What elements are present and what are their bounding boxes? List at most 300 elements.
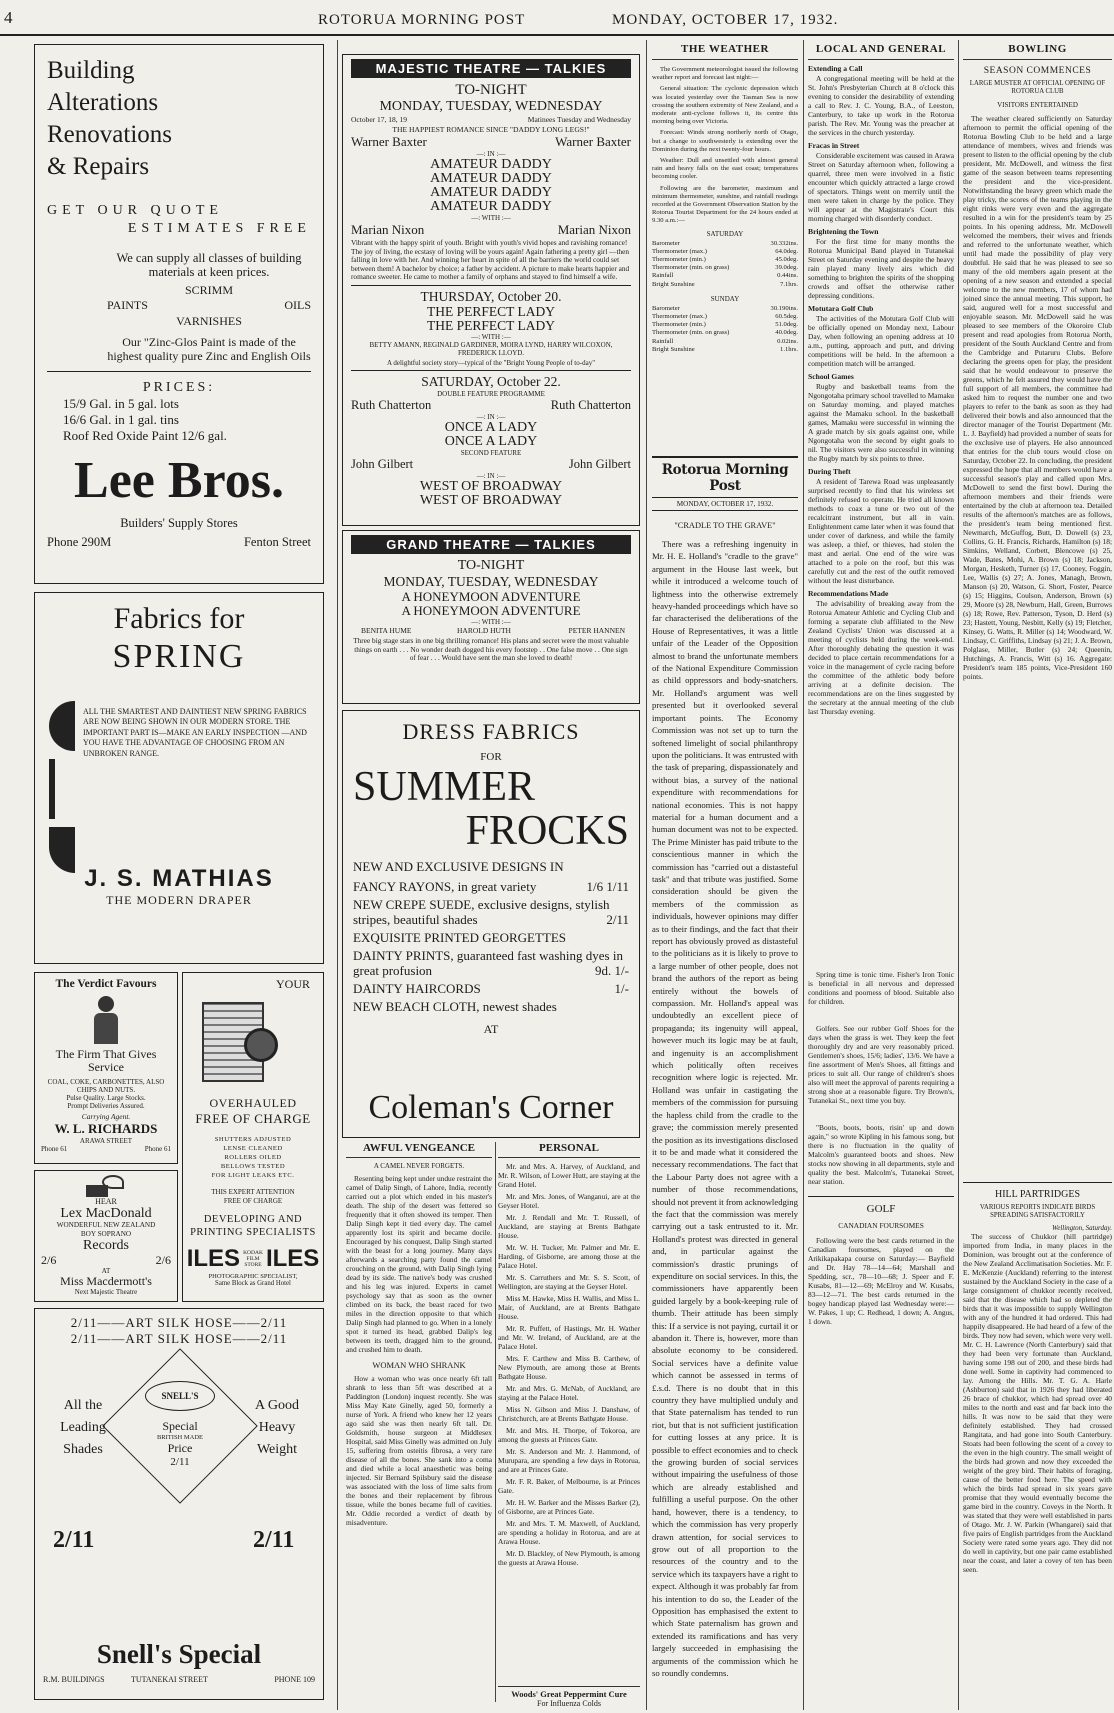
local-text-5: Rugby and basketball teams from the Ngongotaha primary school travelled to Mamaku on Saturday morning, and played matches against the Mamaku school. In the basketball games, Mamaku were successful in winning the A grade match by six goals against one, while Ngongotaha won the second by eight goals to nil. The visitors were also successful in winning the Rugby match by six points to three.: [808, 382, 954, 463]
majestic-days: MONDAY, TUESDAY, WEDNESDAY: [379, 99, 603, 114]
coleman-item-4-price: 9d. 1/-: [595, 963, 629, 978]
weather-intro: The Government meteorologist issued the following weather report and forecast last night:—: [652, 66, 798, 82]
majestic-in-2: —: IN :—: [476, 412, 506, 421]
editorial-body: There was a refreshing ingenuity in Mr. H. E. Holland's "cradle to the grave" argument in the House last week, but while it introduced a welcome touch of lightness into the otherwise extremely heavy-handed proceedings which have so far characterised the deliberations of the House of Representatives, it was a little unfair of the Leader of the Opposition almost to brand the unfortunate members of the National Expenditure Commission as child oppressors and body-snatchers. Mr. Holland's argument was well presented but it overlooked several important points. The Economy Commission was not set up to turn the softened limelight of social philanthropy upon the politicians. It was entrusted with the task of preparing, dispassionately and without bias, a survey of the national expenditure with recommendations for national economies. This is not happy material for a human document and a human document was not to be expected. The Prime Minister has paid tribute to the conscientious manner in which the commission has "carried out a distasteful task" and that tribute was justified. Some consideration should be given the members of the commission as individuals, however opinions may differ as to their findings, and the fact that their report has obviously proved as distasteful to the politicians as it is likely to prove to a large number of other people, does not brand the authors of the report as being entirely without the bowels of compassion. Mr. Holland's appeal was undoubtedly an excellent piece of propaganda; its ingenuity will appeal, however much its logic may be at fault, and ingenuity is an accomplishment which politically often receives recognition where logic is rejected. Mr. Holland was unfair in castigating the members of the commission for pursuing the hapless child from the cradle to the grave; the commission merely presented the position as its investigations disclosed it to be and made what it considered the necessary recommendations. The fact that the Labour Party does not agree with a number of those recommendations, should not prevent it from acknowledging the fact that the commission was merely carrying out a task entrusted to it. Mr. Holland's protest was directed in general and, in particular against the commission's drastic prunings of expenditure on social services. In this, the commissioners have apparently been guided largely by a book-keeping rule of thumb. Their attitude has been simply this: If a service is not paying, curtail it or abandon it. There is, however, more than absolute economy to be considered. Social services have a definite value which cannot be assessed in terms of £.s.d. There is no doubt that in this country they have multiplied unduly and that State paternalism has tended to run riot, but that is not sufficient justification for cutting losses at any price. It is possible to effect economies and to check the growing burden of social services without impairing the usefulness of those which are already established and fulfilling a useful purpose. On the other hand, however, there is a tendency, to which the commission has very properly drawn attention, for social services to grow out of all proportion to the resources of the country and to the service which its taxpayers have a right to expect. Although it was probably far from his intention to do so, the Leader of the Opposition has emphasised the extent to which State paternalism has grown and extended its ramifications and has very largely succeeded in emphasising the arguments of the commission which he so roundly condemns.: [652, 539, 798, 1678]
iles-your: YOUR: [275, 977, 310, 991]
majestic-rc-row: [351, 398, 631, 413]
vengeance-article: [346, 1142, 492, 1702]
coleman-item-2: [353, 897, 629, 927]
iles-block: Same Block as Grand Hotel: [215, 1280, 291, 1287]
weather-row-value: 64.0deg.: [775, 247, 798, 255]
majestic-rc-r: Ruth Chatterton: [550, 397, 631, 412]
grand-film-1: A HONEYMOON ADVENTURE: [401, 589, 581, 604]
snells-footer-name: Snell's Special: [96, 1639, 262, 1669]
iles-free: FREE OF CHARGE: [195, 1111, 311, 1126]
personal-item: Mr. D. Blackley, of New Plymouth, is among the guests at Arawa House.: [498, 1549, 640, 1567]
majestic-happiest: THE HAPPIEST ROMANCE SINCE "DADDY LONG LEGS!": [392, 125, 590, 134]
weather-row: [652, 321, 798, 329]
majestic-matinees: Matinees Tuesday and Wednesday: [527, 115, 631, 124]
majestic-double: DOUBLE FEATURE PROGRAMME: [437, 389, 545, 398]
majestic-west-1: WEST OF BROADWAY: [419, 478, 563, 494]
iles-developing: DEVELOPING AND PRINTING SPECIALISTS: [190, 1214, 316, 1238]
lee-paints: PAINTS: [107, 298, 148, 312]
richards-name: W. L. RICHARDS: [54, 1121, 158, 1136]
weather-row-value: 0.02ins.: [777, 337, 798, 345]
weather-forecast: Forecast: Winds strong northerly north of Otago, but a change to southwesterly is extending over the Dominion during the next twenty-four hours.: [652, 129, 798, 153]
lee-quote: GET OUR QUOTE: [47, 203, 223, 218]
weather-row-value: 0.44ins.: [777, 272, 798, 280]
local-text-1: A congregational meeting will be held at the St. John's Presbyterian Church at 8 o'clock this evening to consider the desirability of extending a call to Rev. J. C. Young, B.A., of Leeston, Canterbury, to take up work in the Rotorua parish. The Rev. Mr. Young was the preacher at the services in the church yesterday.: [808, 74, 954, 137]
lee-bros-lines: [47, 55, 311, 185]
lexmac-records: Records: [83, 1238, 129, 1253]
weather-row-label: Thermometer (max.): [652, 313, 707, 321]
local-text-4: The activities of the Motutara Golf Club will be officially opened on Monday next, Labour Day, when following an opening address at 10 a.m., putting, approach and putt, and driving competitions will be held. In the afternoon a competition match will be arranged.: [808, 314, 954, 368]
lexmac-price-l: 2/6: [41, 1253, 57, 1267]
lee-oils: OILS: [284, 298, 311, 312]
majestic-dates: October 17, 18, 19: [351, 115, 408, 124]
majestic-co-l: Marian Nixon: [351, 222, 425, 237]
golf-body: Following were the best cards returned in the Canadian foursomes, played on the Arikikapakapa course on Saturday:— Bayfield and Dr. Hay 78—14—64; Marshall and Spedding, scr., 78—10—68; J. Speer and F. Kusabs, 81—12—69; McElroy and W. Kusabs, 83—12—71. The best cards returned in the bogey handicap played last Wednesday were:—W. Pakes, 1 up; C. Redhead, 1 down; A. Angus, 1 down.: [808, 1236, 954, 1326]
snells-special: Special: [162, 1419, 198, 1433]
lexmac-desc: WONDERFUL NEW ZEALAND BOY SOPRANO: [56, 1221, 156, 1238]
majestic-in-3: —: IN :—: [476, 471, 506, 480]
local-head-6: During Theft: [808, 467, 851, 476]
bowling-column: [963, 40, 1112, 1706]
weather-row-value: 45.0deg.: [775, 256, 798, 264]
woods-sub: For Influenza Colds: [537, 1699, 601, 1708]
weather-title: THE WEATHER: [652, 40, 798, 60]
majestic-jg-row: [351, 457, 631, 472]
weather-row-label: Thermometer (max.): [652, 247, 707, 255]
golf-rule: [808, 1196, 954, 1197]
lee-line-1: Building: [47, 57, 135, 84]
weather-row-label: Barometer: [652, 239, 680, 247]
coleman-summer: SUMMER: [353, 764, 536, 810]
lexmac-at: AT: [101, 1267, 111, 1275]
iles-logo-row: [188, 1245, 318, 1273]
snells-left: [49, 1395, 117, 1461]
weather-weather: Weather: Dull and unsettled with almost general rain and heavy falls on the east coast; temperatures becoming cooler.: [652, 157, 798, 181]
coleman-items: [353, 879, 629, 1014]
coleman-item-1-price: 1/6 1/11: [586, 879, 629, 894]
snells-leading: Leading: [60, 1420, 106, 1435]
majestic-in-1: —: IN :—: [476, 150, 506, 158]
lexmac-price-r: 2/6: [155, 1253, 171, 1267]
coleman-item-2-price: 2/11: [606, 912, 629, 927]
coleman-item-4-text: DAINTY PRINTS, guaranteed fast washing dyes in great profusion: [353, 948, 623, 978]
woods-ad: Woods' Great Peppermint Cure: [498, 1686, 640, 1699]
grand-ad: [342, 530, 640, 704]
weather-row: [652, 264, 798, 272]
local-text-3: For the first time for many months the Rotorua Municipal Band played in Tutanekai Street on Saturday evening and despite the heavy rain played many lively airs which did something to brighten the spirits of the shopping crowds and offset the otherwise rather depressing conditions.: [808, 237, 954, 300]
majestic-blurb: Vibrant with the happy spirit of youth. Bright with youth's vivid hopes and ravishing romance! The joy of living, the ecstasy of loving will be yours again! Again fathering a pretty girl —then falling in love with her. And winning her heart in spite of all the barriers the world could set between them! A bachelor by choice; a father by accident. A picture to make hearts happier and romance sweeter. He came to mother a family of orphans and stayed to find himself a wife.: [351, 238, 630, 282]
weather-row: [652, 272, 798, 280]
iles-photo: PHOTOGRAPHIC SPECIALIST,: [208, 1273, 298, 1280]
page-date: MONDAY, OCTOBER 17, 1932.: [612, 12, 839, 28]
lee-price-1: 15/9 Gal. in 5 gal. lots: [63, 396, 179, 411]
richards-goods: COAL, COKE, CARBONETTES, ALSO CHIPS AND NUTS.: [47, 1078, 165, 1094]
weather-row-label: Thermometer (min. on grass): [652, 264, 730, 272]
snells-center: [139, 1381, 221, 1468]
lee-street: Fenton Street: [243, 535, 311, 549]
mathias-ad: [34, 592, 324, 964]
weather-row: [652, 313, 798, 321]
lexmac-name: Lex MacDonald: [60, 1206, 152, 1221]
coleman-name: Coleman's Corner: [368, 1089, 614, 1126]
hp-title: HILL PARTRIDGES: [994, 1189, 1081, 1200]
lee-scrimm: SCRIMM: [184, 283, 234, 297]
coleman-item-2-text: NEW CREPE SUEDE, exclusive designs, stylish stripes, beautiful shades: [353, 897, 610, 927]
vengeance-body: Resenting being kept under undue restraint the camel of Dalip Singh, of Lahore, India, recently carried out a plot which ended in his master's death. The ship of the desert was fettered so frequently that it often showed its temper. Then Dalip Singh kept it tied every day. The camel apparently lost its spirit and became docile. Encouraged by his conquest, Dalip Singh started with the beast for a long journey. Many days afterwards a searching party found the camel crouching on the ground, with Dalip Singh lying dead by its side. The native's body was crushed and his leg was injured. Experts in camel psychology say that as soon as the owner climbed on its back, the beast raced for two miles in the direction opposite to that which Dalip Singh had planned to go. When in a lonely spot it turned its head, grabbed Dalip's leg between its teeth, dragged him to the ground, and crushed him to death.: [346, 1174, 492, 1354]
majestic-ad: [342, 54, 640, 526]
lee-line-2: Alterations: [47, 89, 159, 116]
coleman-at: AT: [483, 1022, 499, 1036]
lee-phone: Phone 290M: [47, 535, 112, 549]
richards-phones: [41, 1145, 171, 1154]
majestic-co-r: Marian Nixon: [557, 222, 631, 237]
coleman-item-3: [353, 930, 629, 945]
editorial-date-rule: [652, 510, 798, 511]
snells-good: A Good: [255, 1398, 299, 1413]
golf-sub: CANADIAN FOURSOMES: [838, 1221, 924, 1230]
bowling-title: BOWLING: [963, 40, 1112, 60]
grand-blurb: Three big stage stars in one big thrilling romance! His plans and secret were the most valuable things on earth . . . No wonder death dogged his every footstep . . One false move . . One sign of fear . . . Would have sent the man she loved to death!: [353, 636, 629, 663]
coleman-item-1: [353, 879, 629, 894]
hp-wellington: Wellington, Saturday.: [1052, 1224, 1112, 1232]
bowling-body: The weather cleared sufficiently on Saturday afternoon to permit the official opening of the Rotorua Bowling Club to be held and a large attendance of members, wives and friends was present to listen to the official opening by the club president, Mr. McDowell, and witness the first game of the season between teams representing the president and the vice-president. Notwithstanding the heavy green which made the play tricky, the scores of the teams playing in the eight rinks were very even and the aggregate resulted in a win for the president's team by 25 points. In his opening address, Mr. McDowell welcomed the members, their wives and friends and referred to the unfortunate weather, which until had made the possibility of play very doubtful. He said that he was pleased to see so many of the old members again present at the opening of a new season and extended a special welcome to the new members, 17 of whom had joined since the annual meeting. This support, he said, augured well for a most successful and enjoyable season. Mr. McDowell said he was pleased to see members of the Okoroire Club present and read apologies from Rotorua North, president of the South Auckland Centre and from the Cambridge and Putaruru Clubs. Before declaring the greens open for play, the president said that he would endeavour to preserve the greens, which he felt assured they would have the full support of all members, the committee had asked him to request the number one and two players to refer to the bank as soon as they had delivered their bowls and also announced that the director manager of the Tourist Department (Mr. L. J. Bayfield) had provided a number of seats for the exclusive use of players. He also announced that entries for the club tours would close on Saturday, October 22. In concluding, the president expressed the hope that all members would have a successful season's play and called upon Mrs. McDowell to send the first bowl. During the afternoon members and their friends were entertained by the club at afternoon tea. Detailed results of the afternoon's matches are as follows, the president's team being mentioned first. Newmarch, McGuffog, Butt, D. Dowell (s) 23, Collins, G. H. Francis, Richards, Hamilton (s) 18; Simkins, Welland, Corbett, Blencowe (s) 25, Wade, Bates, Mohi, A. Brown (s) 18; Jackson, Morgan, Hesketh, Turner (s) 17, Cooney, Foggin, Lee, Wallis (s) 27; A. Jones, Managh, Brown, Manson (s) 20, Watson, G. Short, Foster, Pearce (s) 15; Higgins, Coulson, Anderson, Brown (s) 29, Moore (s) 28, Newburn, Hall, Green, Burrows (s) 18; Rowe, Rev. Patterson, Tyson, D. Herd (s) 23; Hastett, Young, Nesbitt, Kelly (s) 19; Fletcher, Kinsey, G. Watts, R. Miller (s) 14; Woodward, W. Lindsay, C. Griffiths, Lindsay (s) 21; J. A. Brown, Polglase, Miller, Butler (s) 24; Queenin, Hutchings, A. Francis, Witt (s) 16. Aggregate: President's team 185 points, Vice-President 160 points.: [963, 114, 1112, 681]
lexmac-shop: Miss Macdermott's: [60, 1274, 152, 1288]
snells-british: BRITISH MADE: [156, 1434, 204, 1441]
personal-items: [498, 1162, 640, 1686]
lee-price-3: Roof Red Oxide Paint 12/6 gal.: [63, 428, 227, 443]
hp-sub: VARIOUS REPORTS INDICATE BIRDS SPREADING SATISFACTORILY: [979, 1204, 1096, 1219]
majestic-sat: SATURDAY, October 22.: [421, 373, 561, 389]
coleman-ad: [342, 710, 640, 1138]
lexmac-hear: HEAR: [95, 1197, 117, 1206]
snells-big-r: 2/11: [253, 1527, 295, 1553]
lee-paints-row: [47, 298, 311, 314]
snells-shades: Shades: [63, 1442, 103, 1457]
snells-weight: Weight: [256, 1442, 298, 1457]
majestic-once-2: ONCE A LADY: [444, 433, 538, 449]
majestic-tonight: TO-NIGHT: [455, 82, 527, 98]
local-head-4: Motutara Golf Club: [808, 304, 874, 313]
coleman-item-6: [353, 999, 629, 1014]
editorial-title: "CRADLE TO THE GRAVE": [674, 521, 776, 530]
weather-row-label: Barometer: [652, 304, 680, 312]
weather-row-label: Bright Sunshine: [652, 280, 695, 288]
personal-item: Mr. and Mrs. Jones, of Wanganui, are at the Geyser Hotel.: [498, 1192, 640, 1210]
snells-heavy: Heavy: [258, 1420, 296, 1435]
weather-row-value: 40.0deg.: [775, 329, 798, 337]
coleman-item-5-text: DAINTY HAIRCORDS: [353, 981, 481, 996]
page-number: 4: [4, 8, 14, 27]
personal-item: Mr. R. Puffett, of Hastings, Mr. H. Wather and Mr. W. Ireland, of Auckland, are at the Palace Hotel.: [498, 1324, 640, 1351]
grand-cast-1: BENITA HUME: [361, 626, 412, 635]
richards-prompt: Prompt Deliveries Assured.: [67, 1102, 145, 1110]
personal-item: Mr. S. Carruthers and Mr. S. S. Scott, of Wellington, are staying at the Geyser Hotel.: [498, 1273, 640, 1291]
majestic-rc-l: Ruth Chatterton: [351, 397, 432, 412]
local-column: [808, 40, 954, 1706]
page-header: [0, 0, 1114, 34]
mathias-title-1: Fabrics for: [113, 602, 245, 635]
weather-row-value: 30.190ins.: [770, 304, 798, 312]
weather-row-value: 30.332ins.: [770, 239, 798, 247]
local-ad-2: Golfers. See our rubber Golf Shoes for the days when the grass is wet. They keep the feet thoroughly dry and are very reasonably priced. Gentlemen's shoes, 15/6; ladies', 13/6. We have a fine assortment of Men's Shoes, all fittings and prices to suit all. Our range of children's shoes also will meet the approval of parents requiring a strong shoe at a reasonable figure. Try Brown's, Tutanekai St., next time you buy.: [808, 1024, 954, 1105]
local-text-6: A resident of Tarewa Road was unpleasantly surprised recently to find that his wireless set definitely refused to operate. He tried all known methods to coax a tune or two out of the recalcitrant instrument, but all in vain. Enlightenment came later when it was found that under cover of darkness, and while the family was asleep, a thief, or thieves, had stolen the mast and aerial. One end of the wire was attached to a pole on the roof, but this was carefully cut and the rest of the outfit removed without the least disturbance.: [808, 477, 954, 585]
snells-hose-2: 2/11——ART SILK HOSE——2/11: [70, 1331, 288, 1346]
weather-sat-table: [652, 240, 798, 289]
snells-price-word: Price: [167, 1441, 193, 1455]
lee-contact-row: [47, 535, 311, 551]
grand-with: —: WITH :—: [471, 618, 511, 626]
editorial-top-rule: [652, 456, 798, 458]
majestic-thu: THURSDAY, October 20.: [420, 288, 562, 304]
col-rule-3: [803, 40, 804, 1710]
weather-row-label: Thermometer (min.): [652, 256, 706, 264]
majestic-star-r: Warner Baxter: [555, 134, 631, 149]
majestic-banner: MAJESTIC THEATRE — TALKIES: [351, 59, 631, 78]
weather-sun-table: [652, 305, 798, 354]
personal-title: PERSONAL: [498, 1142, 640, 1158]
snells-phone: PHONE 109: [274, 1675, 315, 1684]
lee-bros-ad: [34, 44, 324, 584]
richards-ad: [34, 972, 178, 1164]
local-items: [808, 64, 954, 944]
mathias-title-2: SPRING: [112, 638, 246, 675]
camera-icon: [202, 998, 280, 1088]
hp-body: The success of Chukkor (hill partridge) imported from India, in many places in the Dominion, was brought out at the conference of the New Zealand Acclimatisation Societies. Mr. F. E. McKenzie (Auckland) referring to the interest sustained by the Auckland Society in the case of a large consignment of chukkor recently received, said that the disease which had so depleted the birds that it was impossible to supply Wellington with any of the hundred it had ordered. This had happily disappeared. He had heard of a few of the birds. They now had seven, which were very well. Mr. C. H. Lawrence (North Canterbury) said that they had been very fortunate than Auckland, having some 198 out of 200, and these birds had done well. Some in captivity had commenced to lay. Among the Hills. Mr. T. G. A. Harle (Ashburton) said that in 1926 they had liberated 26 brace of chukkor, which had spread over 40 miles to the north and east and far back into the hills. It was now to be said that they were definitely established. They had crossed Rangitata, and had gone into South Canterbury. Stoats had been following the scent of a covey to the even in the high country. The small weight of the birds had grown and now they exceeded the weight of the grey bird. Their habits of foraging, cause of the better food here. The speed with which the birds had spread in six years gave promise that they would eventually become the game bird in the country. Coveys in the North. It was stated that they were well established in parts of Otago. Mr. J. W. Parkin (Whangarei) said that five pairs of English partridges from the Auckland Society were rated some years ago. They did not do well in captivity, but one pair came established near the coast, and later a covey of ten has been seen.: [963, 1232, 1112, 1574]
richards-phone-r: Phone 61: [144, 1145, 171, 1153]
grand-days: MONDAY, TUESDAY, WEDNESDAY: [383, 574, 599, 589]
weather-row-label: Thermometer (min.): [652, 321, 706, 329]
personal-item: Mr. F. R. Baker, of Melbourne, is at Princes Gate.: [498, 1477, 640, 1495]
personal-item: Mrs. F. Carthew and Miss B. Carthew, of New Plymouth, are among those at Brents Bathgate House.: [498, 1354, 640, 1381]
lee-varnishes: VARNISHES: [176, 314, 242, 328]
bowling-season: SEASON COMMENCES: [983, 66, 1092, 76]
majestic-film-4: AMATEUR DADDY: [430, 199, 552, 214]
personal-item: Mr. and Mrs. T. M. Maxwell, of Auckland, are spending a holiday in Rotorua, and are at Arawa House.: [498, 1519, 640, 1546]
coleman-item-5-price: 1/-: [614, 981, 629, 996]
lexmac-prices: [41, 1253, 171, 1267]
richards-verdict: The Verdict Favours: [55, 978, 157, 990]
mathias-graphic: [49, 701, 75, 871]
richards-phone-l: Phone 61: [41, 1145, 68, 1153]
coleman-for: FOR: [480, 751, 502, 763]
local-text-7: The advisability of breaking away from the Rotorua Amateur Athletic and Cycling Club and forming a separate club affiliated to the New Zealand Cyclists' Union was discussed at a meeting of cyclists held during the week-end. After thoroughly debating the question it was decided to place certain recommendations for a voice in the management of cycle racing before the committee of the athletic body before arriving at a definite decision. The recommendations are on the lines suggested by the secretary at the annual meeting of the club last Thursday evening.: [808, 599, 954, 716]
majestic-cast-2: BETTY AMANN, REGINALD GARDINER, MOIRA LYND, HARRY WILCOXON, FREDERICK LLOYD.: [369, 340, 613, 357]
weather-row-label: Rainfall: [652, 337, 674, 345]
col-rule-v: [495, 1142, 496, 1702]
local-head-3: Brightening the Town: [808, 227, 879, 236]
weather-row-value: 51.0deg.: [775, 321, 798, 329]
weather-row: [652, 338, 798, 346]
local-title: LOCAL AND GENERAL: [808, 40, 954, 60]
lexmac-ad: [34, 1170, 178, 1302]
majestic-star-row: [351, 134, 631, 150]
weather-row-value: 39.0deg.: [775, 264, 798, 272]
personal-item: Mr. S. Anderson and Mr. J. Hammond, of Murupara, are spending a few days in Rotorua, and are at Princes Gate.: [498, 1447, 640, 1474]
majestic-jg-r: John Gilbert: [568, 456, 631, 471]
majestic-lady-2: THE PERFECT LADY: [426, 317, 555, 333]
mathias-tag: THE MODERN DRAPER: [106, 893, 252, 907]
vengeance-sub: A CAMEL NEVER FORGETS.: [373, 1162, 465, 1170]
majestic-with-2: —: WITH :—: [471, 332, 511, 341]
weather-row: [652, 248, 798, 256]
lee-prices-title: PRICES:: [142, 380, 216, 395]
paper-title: ROTORUA MORNING POST: [318, 12, 526, 28]
weather-row: [652, 240, 798, 248]
iles-overhauled: OVERHAULED: [209, 1096, 297, 1110]
col-rule-4: [958, 40, 959, 1710]
personal-column: [498, 1142, 640, 1708]
majestic-west-2: WEST OF BROADWAY: [419, 492, 563, 508]
snells-price: 2/11: [170, 1456, 190, 1468]
weather-sunday: SUNDAY: [710, 294, 740, 303]
majestic-film-2: AMATEUR DADDY: [430, 171, 552, 186]
iles-logo-r: ILES: [265, 1245, 320, 1272]
personal-item: Mr. J. Rendall and Mr. T. Russell, of Auckland, are staying at Brents Bathgate House.: [498, 1213, 640, 1240]
editorial-mast-rule: [652, 497, 798, 498]
weather-column: [652, 40, 798, 450]
richards-quality: Pulse Quality. Large Stocks.: [66, 1094, 146, 1102]
coleman-frocks: FROCKS: [465, 808, 629, 854]
header-rule: [0, 34, 1114, 36]
coleman-dress: DRESS FABRICS: [402, 719, 580, 744]
mathias-body: ALL THE SMARTEST AND DAINTIEST NEW SPRING FABRICS ARE NOW BEING SHOWN IN OUR MODERN STORE. THE IMPORTANT PART IS—MAKE AN EARLY INSPECTION —AND YOU HAVE THE ADVANTAGE OF CHOOSING FROM AN UNBROKEN RANGE.: [83, 707, 307, 758]
coleman-item-1-text: FANCY RAYONS, in great variety: [353, 879, 537, 894]
shrank-title: WOMAN WHO SHRANK: [372, 1360, 466, 1370]
majestic-film-3: AMATEUR DADDY: [430, 185, 552, 200]
weather-row-label: Thermometer (min. on grass): [652, 329, 730, 337]
richards-fig: [76, 996, 136, 1044]
personal-item: Miss M. Hawke, Miss H. Wallis, and Miss L. Mair, of Auckland, are at Brents Bathgate House.: [498, 1294, 640, 1321]
majestic-society: A delightful society story—typical of the "Bright Young People of to-day": [386, 358, 596, 367]
richards-firm: The Firm That Gives Service: [55, 1047, 157, 1074]
local-head-2: Fracas in Street: [808, 141, 860, 150]
iles-kodak: KODAK FILM STORE: [243, 1250, 263, 1268]
grand-cast-2: HAROLD HUTH: [457, 626, 511, 635]
personal-item: Mr. and Mrs. A. Harvey, of Auckland, and Mr. R. Wilson, of Lower Hutt, are staying at the Grand Hotel.: [498, 1162, 640, 1189]
weather-row: [652, 281, 798, 289]
coleman-item-3-text: EXQUISITE PRINTED GEORGETTES: [353, 930, 567, 945]
snells-big-l: 2/11: [53, 1527, 95, 1553]
lee-line-3: Renovations: [47, 121, 172, 148]
majestic-second: SECOND FEATURE: [460, 448, 522, 457]
weather-row: [652, 346, 798, 354]
snells-brand: SNELL'S: [145, 1381, 215, 1411]
snells-footer-row: [43, 1675, 315, 1687]
local-head-1: Extending a Call: [808, 64, 863, 73]
coleman-item-5: [353, 981, 629, 996]
weather-row: [652, 329, 798, 337]
grand-tonight: TO-NIGHT: [457, 558, 525, 573]
grand-cast-3: PETER HANNEN: [568, 626, 625, 635]
hp-rule: [963, 1182, 1112, 1183]
local-head-7: Recommendations Made: [808, 589, 889, 598]
weather-row-value: 60.5deg.: [775, 313, 798, 321]
grand-film-2: A HONEYMOON ADVENTURE: [401, 603, 581, 618]
editorial-column: [652, 456, 798, 1706]
snells-ad: [34, 1308, 324, 1700]
gramophone-icon: [86, 1175, 126, 1197]
bowling-visitors: VISITORS ENTERTAINED: [997, 101, 1078, 109]
majestic-divider-1: [351, 285, 631, 286]
weather-row-value: 1.1hrs.: [780, 345, 798, 353]
lee-estimates: ESTIMATES FREE: [127, 221, 311, 236]
grand-cast-row: [351, 626, 631, 637]
golf-title: GOLF: [866, 1203, 896, 1215]
lee-divider: [47, 371, 311, 372]
lee-name: Lee Bros.: [74, 452, 284, 509]
snells-right: [241, 1395, 313, 1461]
weather-following: Following are the barometer, maximum and minimum thermometer, sunshine, and rainfall readings recorded at the Government Observation Station by the Rotorua Tourist Department for the 24 hours ended at 9.30 a.m.:—: [652, 184, 798, 225]
weather-row: [652, 305, 798, 313]
vengeance-title: AWFUL VENGEANCE: [346, 1142, 492, 1158]
weather-row-label: Bright Sunshine: [652, 345, 695, 353]
snells-bld: R.M. BUILDINGS: [43, 1675, 105, 1684]
richards-street: ARAWA STREET: [79, 1137, 133, 1145]
majestic-jg-l: John Gilbert: [351, 456, 414, 471]
lexmac-next: Next Majestic Theatre: [74, 1288, 138, 1296]
coleman-item-4: [353, 948, 629, 978]
local-ad-1: Spring time is tonic time. Fisher's Iron Tonic is beneficial in all nervous and depressed conditions and poorness of blood. Suitable also for children.: [808, 970, 954, 1006]
coleman-item-6-text: NEW BEACH CLOTH, newest shades: [353, 999, 557, 1014]
editorial-masthead: Rotorua Morning Post: [661, 462, 789, 494]
weather-row: [652, 256, 798, 264]
weather-general: General situation: The cyclonic depression which was located yesterday over the Tasman Sea is now crossing the southern extremity of New Zealand, and a moderate anti-cyclone follows it, its centre this morning being over Victoria.: [652, 85, 798, 126]
majestic-dates-row: [351, 115, 631, 125]
personal-item: Mr. H. W. Barker and the Misses Barker (2), of Gisborne, are at Princes Gate.: [498, 1498, 640, 1516]
majestic-star-l: Warner Baxter: [351, 134, 427, 149]
lee-supply: We can supply all classes of building materials at keen prices.: [116, 251, 302, 279]
editorial-date: MONDAY, OCTOBER 17, 1932.: [676, 500, 774, 508]
lee-price-2: 16/6 Gal. in 1 gal. tins: [63, 412, 179, 427]
weather-row-label: Rainfall: [652, 272, 674, 280]
majestic-lady-1: THE PERFECT LADY: [426, 303, 555, 319]
iles-ad: [182, 972, 324, 1302]
majestic-co-row: [351, 222, 631, 238]
coleman-newex: NEW AND EXCLUSIVE DESIGNS IN: [353, 859, 564, 874]
snells-all: All the: [63, 1398, 103, 1413]
majestic-once-1: ONCE A LADY: [444, 419, 538, 435]
lee-line-4: & Repairs: [47, 153, 150, 180]
local-text-2: Considerable excitement was caused in Arawa Street on Saturday afternoon when, following a quarrel, three men were involved in a fistic encounter which quickly attracted a large crowd of spectators. Things went on merrily until the men were taken in charge by the police. They will appear at the Magistrate's Court this morning charged with disorderly conduct.: [808, 151, 954, 223]
iles-services: SHUTTERS ADJUSTED LENSE CLEANED ROLLERS OILED BELLOWS TESTED FOR LIGHT LEAKS ETC.: [211, 1136, 295, 1179]
snells-street: TUTANEKAI STREET: [131, 1675, 208, 1684]
weather-saturday: SATURDAY: [706, 229, 744, 238]
personal-item: Mr. and Mrs. H. Thorpe, of Tokoroa, are among the guests at Princes Gate.: [498, 1426, 640, 1444]
local-ad-3: "Boots, boots, boots, risin' up and down again," so wrote Kipling in his famous song, but there is no fluctuation in the quality of Malcolm's guaranteed boots and shoes. New stocks now showing in all departments, style and quality the best. Malcolm's, Tutanekai Street, near station.: [808, 1123, 954, 1186]
local-head-5: School Games: [808, 372, 854, 381]
col-rule-1: [337, 40, 338, 1710]
richards-agent: Carrying Agent.: [81, 1112, 131, 1121]
lee-zinc: Our "Zinc-Glos Paint is made of the highest quality pure Zinc and English Oils: [107, 335, 311, 363]
majestic-with-1: —: WITH :—: [471, 214, 511, 222]
col-rule-2: [646, 40, 647, 1710]
snells-hose-1: 2/11——ART SILK HOSE——2/11: [70, 1315, 288, 1330]
lee-subtitle: Builders' Supply Stores: [120, 516, 238, 530]
personal-item: Mr. and Mrs. G. McNab, of Auckland, are staying at the Palace Hotel.: [498, 1384, 640, 1402]
weather-text: [652, 66, 798, 226]
grand-banner: GRAND THEATRE — TALKIES: [351, 535, 631, 554]
majestic-divider-2: [351, 370, 631, 371]
bowling-sub: LARGE MUSTER AT OFFICIAL OPENING OF ROTORUA CLUB: [969, 80, 1106, 95]
majestic-film-1: AMATEUR DADDY: [430, 157, 552, 172]
personal-item: Mr. W. H. Tucker, Mr. Palmer and Mr. E. Harding, of Gisborne, are among those at the Palace Hotel.: [498, 1243, 640, 1270]
personal-item: Miss N. Gibson and Miss J. Danshaw, of Christchurch, are at Brents Bathgate House.: [498, 1405, 640, 1423]
mathias-name: J. S. MATHIAS: [84, 865, 274, 892]
